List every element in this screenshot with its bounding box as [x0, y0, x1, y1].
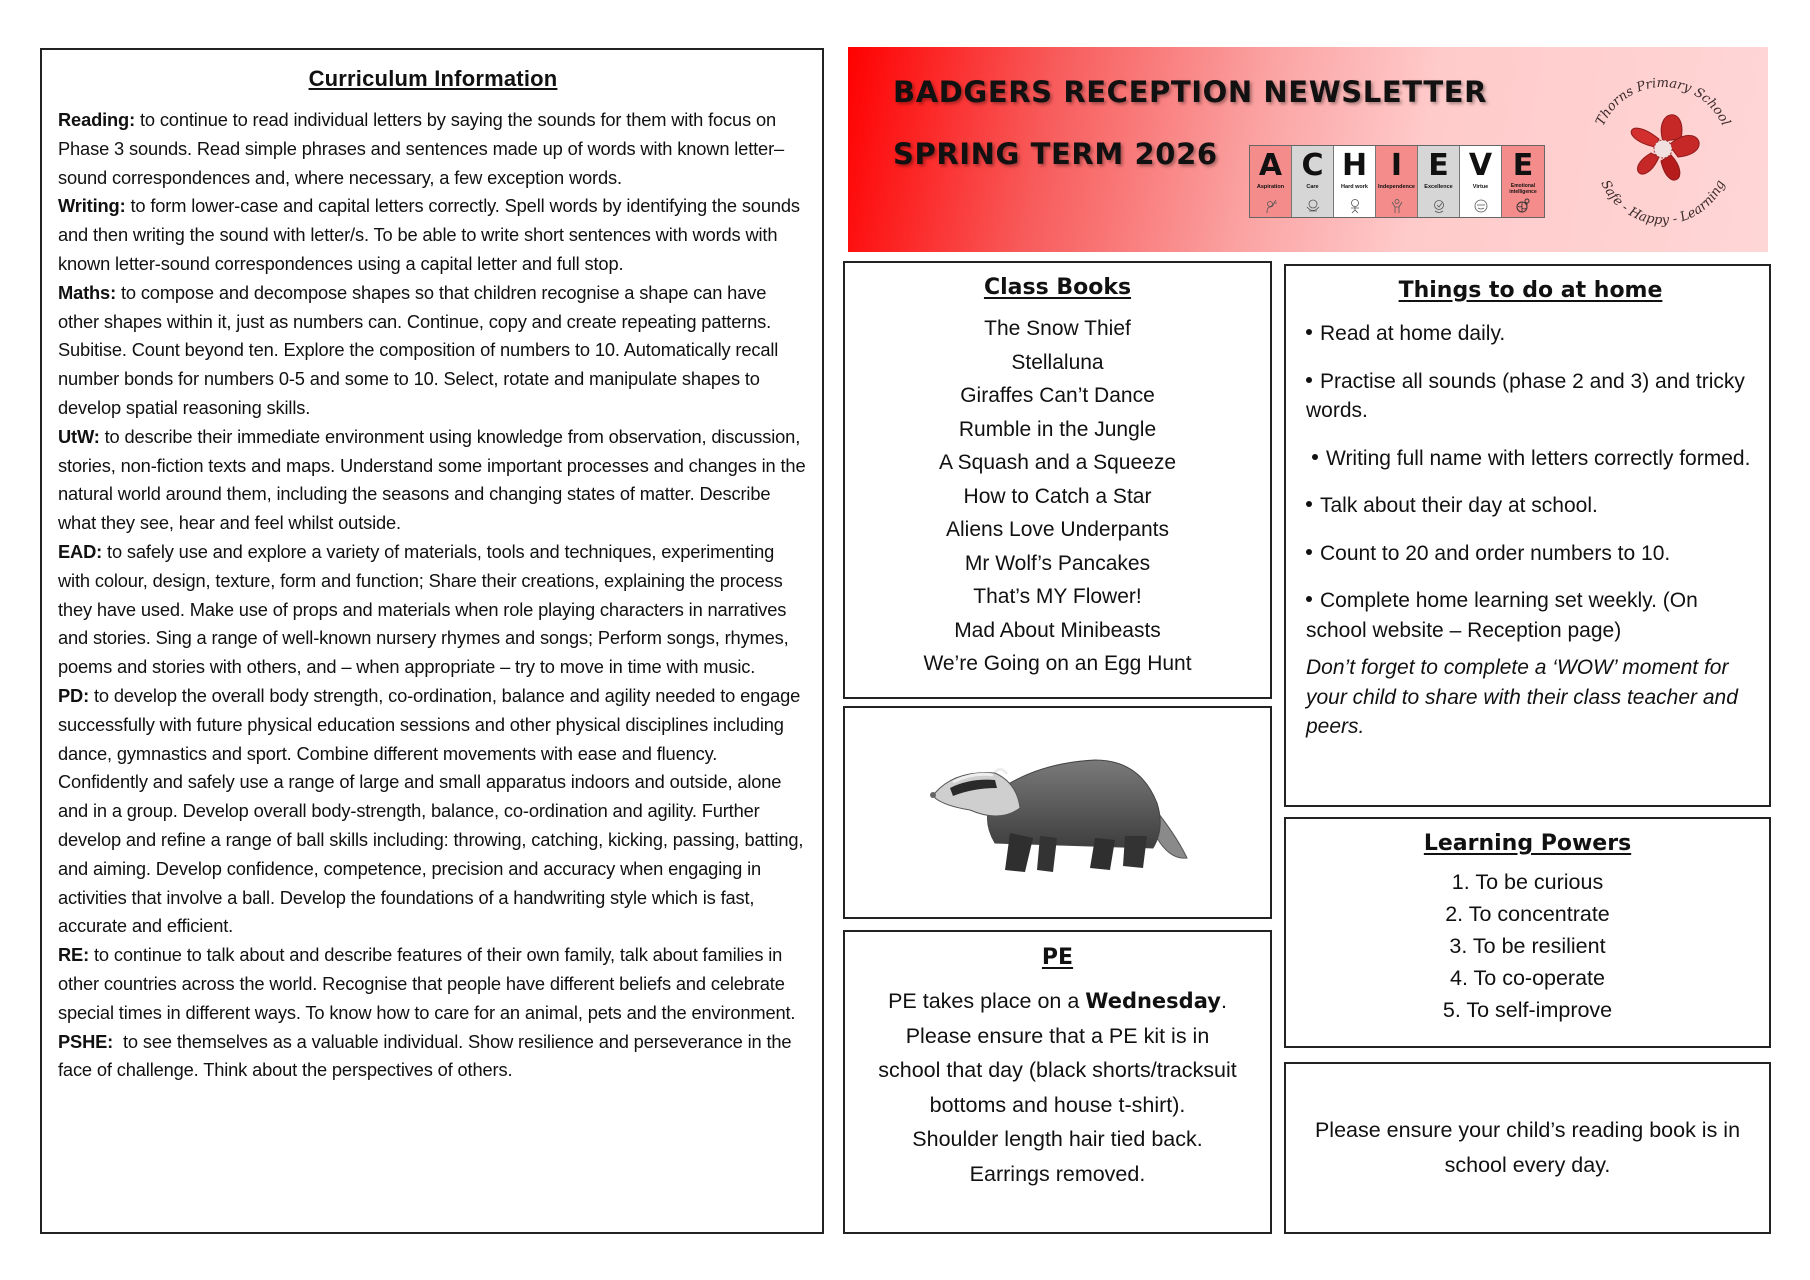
- class-books-panel: [843, 261, 1272, 699]
- curriculum-writing: [58, 192, 808, 278]
- achieve-cell-aspiration: [1250, 146, 1292, 217]
- home-task-text: Writing full name with letters correctly formed.: [1326, 446, 1751, 470]
- section-text: to safely use and explore a variety of materials, tools and techniques, experimenting with colour, design, texture, form and function; Share their creations, explaining the process they have used. Make use of props and materials when role playing characters in narratives and stories. Sing a range of well-known nursery rhymes and songs; Perform songs, rhymes, poems and stories with others, and – when appropriate – try to move in time with music.: [58, 540, 789, 678]
- things-at-home-panel: [1284, 264, 1771, 807]
- learning-power-item: 1. To be curious: [1451, 870, 1604, 894]
- pe-day-suffix: .: [1220, 989, 1227, 1013]
- learning-power-item: 2. To concentrate: [1445, 902, 1610, 926]
- pe-panel: [843, 930, 1272, 1234]
- achieve-letter: H: [1341, 148, 1368, 183]
- learning-power-item: 4. To co-operate: [1450, 966, 1605, 990]
- section-text: to see themselves as a valuable individual. Show resilience and perseverance in the face of challenge. Think about the perspectives of others.: [58, 1030, 797, 1081]
- achieve-letter: V: [1468, 148, 1493, 183]
- section-label: Maths:: [58, 281, 117, 303]
- flower-icon: [1631, 115, 1699, 180]
- class-books-title: Class Books: [983, 275, 1132, 300]
- pe-day-line: [845, 984, 1270, 1019]
- achieve-word: Independence: [1378, 184, 1415, 190]
- curriculum-panel: [40, 48, 824, 1234]
- home-task: [1306, 539, 1755, 569]
- bullet-icon: [1312, 454, 1318, 460]
- achieve-word: Aspiration: [1256, 184, 1285, 190]
- home-task-text: Count to 20 and order numbers to 10.: [1320, 541, 1671, 565]
- reading-book-reminder-panel: [1284, 1062, 1771, 1234]
- home-task-text: Complete home learning set weekly. (On school website – Reception page): [1306, 589, 1698, 642]
- care-icon: [1305, 198, 1321, 214]
- section-label: UtW:: [58, 425, 100, 447]
- learning-power-item: 5. To self-improve: [1442, 998, 1613, 1022]
- independence-icon: [1389, 198, 1405, 214]
- curriculum-reading: [58, 106, 808, 192]
- pe-line: Earrings removed.: [969, 1161, 1146, 1186]
- pe-line: bottoms and house t-shirt).: [929, 1092, 1186, 1117]
- pe-day: Wednesday: [1085, 989, 1221, 1013]
- pe-line: Shoulder length hair tied back.: [912, 1127, 1203, 1151]
- section-label: RE:: [58, 944, 90, 966]
- excellence-icon: [1431, 198, 1447, 214]
- home-task-text: Read at home daily.: [1320, 322, 1506, 345]
- section-text: to continue to talk about and describe features of their own family, talk about families in other countries across the world. Recognise that people have different beliefs and celebrate special times in different ways. To know how to care for an animal, pets and the environment.: [58, 944, 796, 1023]
- newsletter-header: [848, 47, 1768, 252]
- home-task: [1306, 444, 1755, 474]
- achieve-letter: I: [1390, 148, 1403, 183]
- badger-icon: [925, 748, 1195, 883]
- achieve-word: Hard work: [1341, 184, 1368, 190]
- achieve-cell-hard-work: [1334, 146, 1376, 217]
- newsletter-title: BADGERS RECEPTION NEWSLETTER: [893, 75, 1488, 109]
- home-task: [1306, 491, 1755, 521]
- learning-powers-panel: [1284, 817, 1771, 1048]
- achieve-letter: A: [1258, 148, 1283, 183]
- learning-powers-title: Learning Powers: [1423, 831, 1632, 856]
- section-label: EAD:: [58, 540, 103, 562]
- book-title: That’s MY Flower!: [973, 585, 1142, 608]
- section-label: Reading:: [58, 109, 136, 130]
- bullet-icon: [1306, 377, 1312, 383]
- home-task: [1306, 586, 1755, 645]
- bullet-icon: [1306, 329, 1312, 335]
- curriculum-title: Curriculum Information: [308, 66, 558, 91]
- home-task-text: Talk about their day at school.: [1320, 494, 1598, 517]
- curriculum-utw: [58, 423, 808, 538]
- curriculum-re: [58, 941, 808, 1027]
- book-title: Mr Wolf’s Pancakes: [964, 551, 1151, 575]
- section-text: to describe their immediate environment using knowledge from observation, discussion, stories, non-fiction texts and maps. Understand some important processes and changes in the natural world around them, including the seasons and changing states of matter. Describe what they see, hear and feel whilst outside.: [58, 425, 806, 534]
- hard-work-icon: [1347, 198, 1363, 214]
- curriculum-maths: [58, 279, 808, 423]
- pe-line: Please ensure that a PE kit is in: [905, 1023, 1210, 1048]
- book-title: Rumble in the Jungle: [958, 417, 1157, 441]
- curriculum-ead: [58, 538, 808, 682]
- book-title: Giraffes Can’t Dance: [960, 384, 1155, 407]
- logo-school-name: Thorns Primary School: [1593, 75, 1733, 129]
- aspiration-icon: [1263, 198, 1279, 214]
- achieve-values-strip: [1249, 145, 1545, 218]
- book-title: We’re Going on an Egg Hunt: [923, 652, 1192, 675]
- svg-text:Safe - Happy - Learning: [1597, 178, 1728, 228]
- things-at-home-title: Things to do at home: [1398, 278, 1663, 303]
- achieve-letter: E: [1428, 148, 1449, 183]
- school-logo: [1578, 57, 1748, 237]
- achieve-word: Excellence: [1424, 184, 1453, 190]
- virtue-icon: [1473, 198, 1489, 214]
- achieve-word: Virtue: [1472, 184, 1489, 190]
- book-title: A Squash and a Squeeze: [938, 451, 1177, 474]
- achieve-cell-emotional-intelligence: [1502, 146, 1544, 217]
- section-text: to continue to read individual letters by saying the sounds for them with focus on Phase 3 sounds. Read simple phrases and sentences made up of words with known letter–sound correspondences and, where necessary, a few exception words.: [58, 109, 785, 188]
- achieve-cell-virtue: [1460, 146, 1502, 217]
- reading-book-reminder: Please ensure your child’s reading book is in school every day.: [1314, 1118, 1741, 1177]
- section-text: to develop the overall body strength, co-ordination, balance and agility needed to engage successfully with future physical education sessions and other physical disciplines including dance, gymnastics and sport. Combine different movements with ease and fluency. Confidently and safely use a range of large and small apparatus indoors and outside, alone and in a group. Develop overall body-strength, balance, co-ordination and agility. Further develop and refine a range of ball skills including: throwing, catching, kicking, passing, batting, and aiming. Develop confidence, competence, precision and accuracy when engaging in activities that involve a ball. Develop the foundations of a handwriting style which is fast, accurate and efficient.: [58, 684, 804, 937]
- wow-moment-note: Don’t forget to complete a ‘WOW’ moment for your child to share with their class teacher and peers.: [1306, 656, 1738, 738]
- learning-power-item: 3. To be resilient: [1449, 934, 1606, 958]
- curriculum-sections: [58, 106, 808, 1085]
- newsletter-term: SPRING TERM 2026: [893, 137, 1218, 171]
- bullet-icon: [1306, 549, 1312, 555]
- emotional-intelligence-icon: [1515, 198, 1531, 214]
- book-title: How to Catch a Star: [963, 484, 1152, 508]
- section-text: to compose and decompose shapes so that children recognise a shape can have other shapes within it, just as numbers can. Continue, copy and create repeating patterns. Subitise. Count beyond ten. Explore the composition of numbers to 10. Automatically recall number bonds for numbers 0-5 and some to 10. Select, rotate and manipulate shapes to develop spatial reasoning skills.: [58, 281, 779, 418]
- achieve-word: Emotional intelligence: [1509, 183, 1537, 195]
- achieve-word: Care: [1306, 184, 1319, 190]
- curriculum-pshe: [58, 1028, 808, 1086]
- achieve-letter: C: [1301, 148, 1324, 183]
- section-label: PSHE:: [58, 1030, 114, 1052]
- section-label: Writing:: [58, 195, 126, 217]
- home-task: [1306, 367, 1755, 426]
- logo-motto: Safe - Happy - Learning: [1597, 177, 1729, 229]
- bullet-icon: [1306, 501, 1312, 507]
- book-title: Stellaluna: [1011, 350, 1104, 374]
- achieve-letter: E: [1512, 148, 1534, 183]
- section-label: PD:: [58, 684, 90, 706]
- book-title: The Snow Thief: [984, 317, 1131, 340]
- badger-image-panel: [843, 706, 1272, 919]
- pe-day-prefix: PE takes place on a: [888, 989, 1086, 1013]
- achieve-cell-care: [1292, 146, 1334, 217]
- book-title: Mad About Minibeasts: [954, 618, 1161, 642]
- pe-title: PE: [1041, 945, 1074, 970]
- achieve-cell-excellence: [1418, 146, 1460, 217]
- bullet-icon: [1306, 596, 1312, 602]
- achieve-cell-independence: [1376, 146, 1418, 217]
- section-text: to form lower-case and capital letters correctly. Spell words by identifying the sounds and then writing the sound with letter/s. To be able to write short sentences with words with known letter-sound correspondences using a capital letter and full stop.: [58, 195, 800, 274]
- pe-line: school that day (black shorts/tracksuit: [878, 1058, 1237, 1082]
- book-title: Aliens Love Underpants: [946, 518, 1169, 541]
- curriculum-pd: [58, 682, 808, 941]
- home-task-text: Practise all sounds (phase 2 and 3) and tricky words.: [1306, 369, 1745, 422]
- home-task: [1306, 319, 1755, 349]
